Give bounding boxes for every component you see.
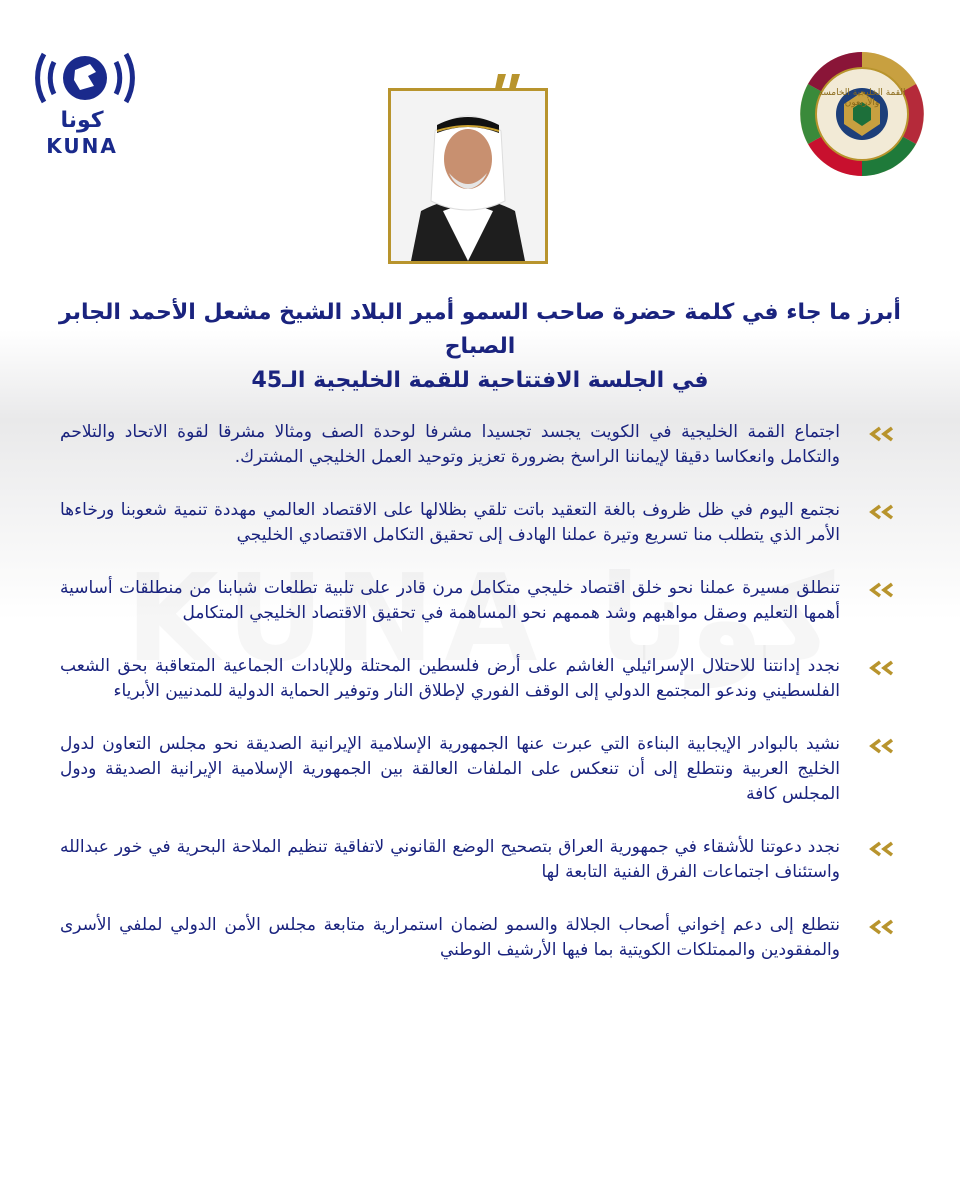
list-item-text: اجتماع القمة الخليجية في الكويت يجسد تجسيدا مشرفا لوحدة الصف ومثالا مشرقا لقوة الاتحاد والتلاحم والتكامل وانعكاسا دقيقا لإيماننا الراسخ بضرورة تعزيز وتوحيد العمل الخليجي المشترك. bbox=[60, 422, 840, 467]
highlights-list bbox=[60, 420, 900, 991]
list-item bbox=[60, 420, 900, 470]
list-item bbox=[60, 732, 900, 807]
list-item-text: نجدد دعوتنا للأشقاء في جمهورية العراق بتصحيح الوضع القانوني لاتفاقية تنظيم الملاحة البحرية في خور عبدالله واستئناف اجتماعات الفرق الفنية التابعة لها bbox=[60, 837, 840, 882]
list-item-text: نجدد إدانتنا للاحتلال الإسرائيلي الغاشم على أرض فلسطين المحتلة وللإبادات الجماعية المتعاقبة بحق الشعب الفلسطيني وندعو المجتمع الدولي إلى الوقف الفوري لإطلاق النار وتوفير الحماية الدولية للمدنيين الأبرياء bbox=[60, 656, 840, 701]
list-item bbox=[60, 654, 900, 704]
double-chevron-bullet-icon bbox=[856, 426, 896, 442]
gcc-emblem-caption: القمة الخليجية الخامسة والأربعون bbox=[818, 88, 906, 108]
gcc-summit-emblem-icon bbox=[798, 50, 926, 178]
double-chevron-bullet-icon bbox=[856, 660, 896, 676]
double-chevron-bullet-icon bbox=[856, 841, 896, 857]
list-item-text: نجتمع اليوم في ظل ظروف بالغة التعقيد باتت تلقي بظلالها على الاقتصاد العالمي مهددة تنمية شعوبنا ورخاءها الأمر الذي يتطلب منا تسريع وتيرة عملنا الهادف إلى تحقيق التكامل الاقتصادي الخليجي bbox=[60, 500, 840, 545]
portrait-frame bbox=[388, 88, 548, 264]
page-title bbox=[50, 296, 910, 398]
list-item bbox=[60, 498, 900, 548]
list-item bbox=[60, 835, 900, 885]
list-item-text: تنطلق مسيرة عملنا نحو خلق اقتصاد خليجي متكامل مرن قادر على تلبية تطلعات شبابنا من منطلقات أساسية أهمها التعليم وصقل مواهبهم وشد هممهم نحو المساهمة في تحقيق الاقتصاد الخليجي المتكامل bbox=[60, 578, 840, 623]
double-chevron-bullet-icon bbox=[856, 504, 896, 520]
list-item-text: نتطلع إلى دعم إخواني أصحاب الجلالة والسمو لضمان استمرارية متابعة مجلس الأمن الدولي لملفي الأسرى والمفقودين والممتلكات الكويتية بما فيها الأرشيف الوطني bbox=[60, 915, 840, 960]
title-line-1: أبرز ما جاء في كلمة حضرة صاحب السمو أمير البلاد الشيخ مشعل الأحمد الجابر الصباح bbox=[59, 300, 901, 359]
kuna-latin-wordmark: KUNA bbox=[46, 134, 118, 158]
list-item bbox=[60, 913, 900, 963]
amir-portrait-image bbox=[391, 91, 545, 261]
list-item-text: نشيد بالبوادر الإيجابية البناءة التي عبرت عنها الجمهورية الإسلامية الإيرانية الصديقة نحو مجلس التعاون لدول الخليج العربية ونتطلع إلى أن تنعكس على الملفات العالقة بين الجمهورية الإسلامية الإيرانية الصديقة ودول المجلس كافة bbox=[60, 734, 840, 804]
double-chevron-bullet-icon bbox=[856, 919, 896, 935]
kuna-arabic-wordmark: كونا bbox=[60, 108, 104, 133]
title-line-2: في الجلسة الافتتاحية للقمة الخليجية الـ45 bbox=[251, 368, 709, 393]
list-item bbox=[60, 576, 900, 626]
double-chevron-bullet-icon bbox=[856, 738, 896, 754]
double-chevron-bullet-icon bbox=[856, 582, 896, 598]
